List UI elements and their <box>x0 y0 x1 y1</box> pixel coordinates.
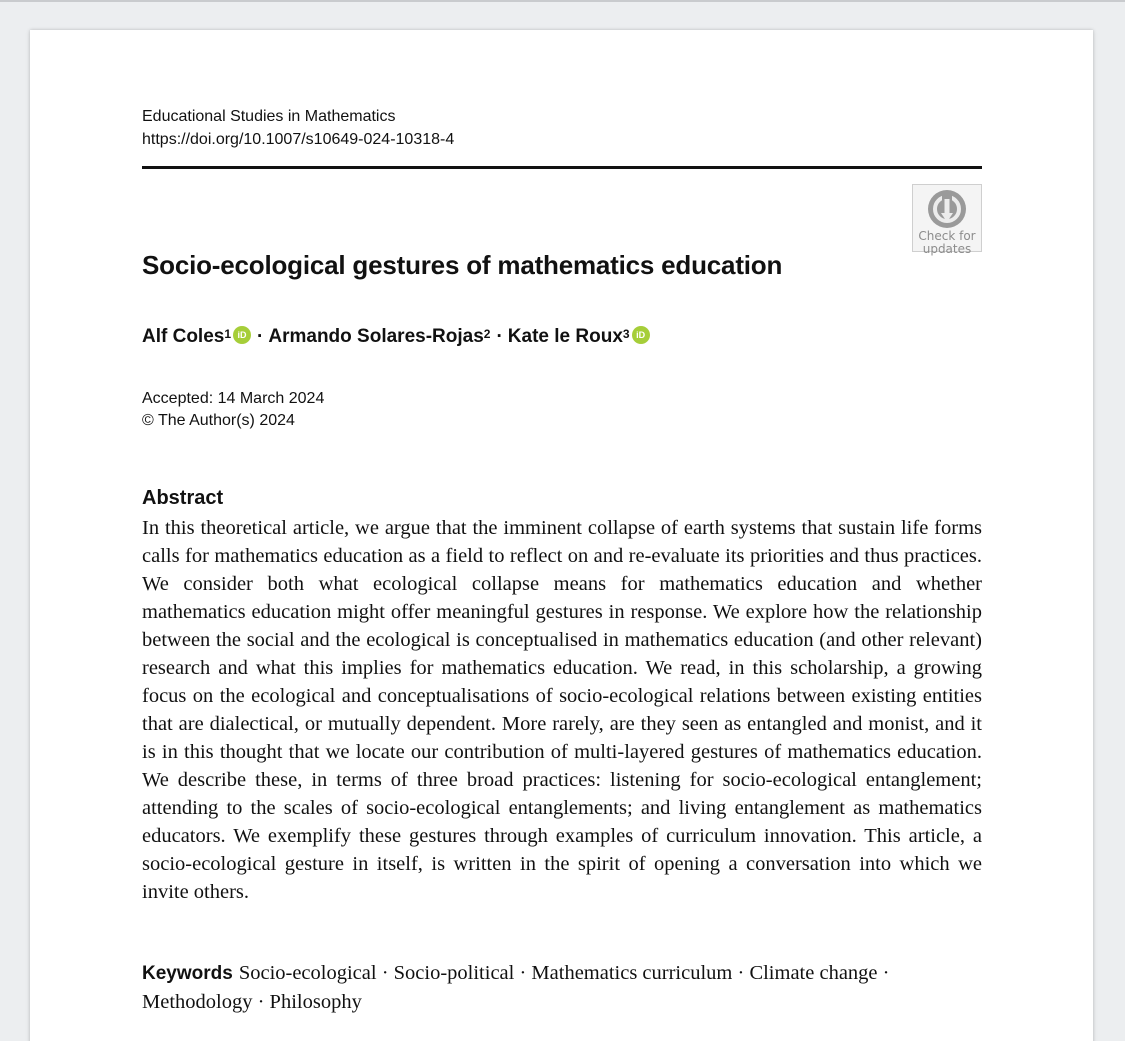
header-rule <box>142 166 982 169</box>
keywords-label: Keywords <box>142 963 233 984</box>
copyright-notice: © The Author(s) 2024 <box>142 412 295 429</box>
accepted-date: Accepted: 14 March 2024 <box>142 390 325 407</box>
author-affiliation: 1 <box>224 327 232 341</box>
badge-line-2: updates <box>922 242 972 256</box>
check-for-updates-icon <box>927 189 967 229</box>
document-page <box>30 30 1093 1041</box>
check-for-updates-badge[interactable] <box>912 184 982 256</box>
author-name: Alf Coles <box>142 326 225 347</box>
keywords <box>142 959 982 1016</box>
orcid-icon[interactable]: iD <box>233 326 251 344</box>
journal-name: Educational Studies in Mathematics <box>142 108 396 125</box>
doi-link[interactable]: https://doi.org/10.1007/s10649-024-10318-4 <box>142 131 455 148</box>
author-list <box>142 326 656 348</box>
abstract-text: In this theoretical article, we argue that the imminent collapse of earth systems that sustain life forms calls for mathematics education as a field to reflect on and re-evaluate its priorities and thus practices. We consider both what ecological collapse means for mathematics education and whether mathematics education might offer meaningful gestures in response. We explore how the relationship between the social and the ecological is conceptualised in mathematics education (and other relevant) research and what this implies for mathematics education. We read, in this scholarship, a growing focus on the ecological and conceptualisations of socio-ecological relations between existing entities that are dialectical, or mutually dependent. More rarely, are they seen as entangled and monist, and it is in this thought that we locate our contribution of multi-layered gestures of mathematics education. We describe these, in terms of three broad practices: listening for socio-ecological entanglement; attending to the scales of socio-ecological entanglements; and living entanglement as mathematics educators. We exemplify these gestures through examples of curriculum innovation. This article, a socio-ecological gesture in itself, is written in the spirit of opening a conversation into which we invite others. <box>142 517 982 903</box>
window-top-edge <box>0 0 1125 2</box>
abstract-heading: Abstract <box>142 487 224 509</box>
author-separator: · <box>257 326 264 347</box>
badge-line-1: Check for <box>918 229 976 243</box>
author-separator: · <box>496 326 503 347</box>
author-name: Armando Solares-Rojas <box>268 326 484 347</box>
orcid-icon[interactable]: iD <box>632 326 650 344</box>
author-affiliation: 2 <box>483 327 491 341</box>
author-affiliation: 3 <box>622 327 630 341</box>
author-name: Kate le Roux <box>507 326 623 347</box>
article-title: Socio-ecological gestures of mathematics education <box>142 250 783 280</box>
keywords-list: Socio-ecological · Socio-political · Mathematics curriculum · Climate change · Methodology · Philosophy <box>142 962 890 1013</box>
